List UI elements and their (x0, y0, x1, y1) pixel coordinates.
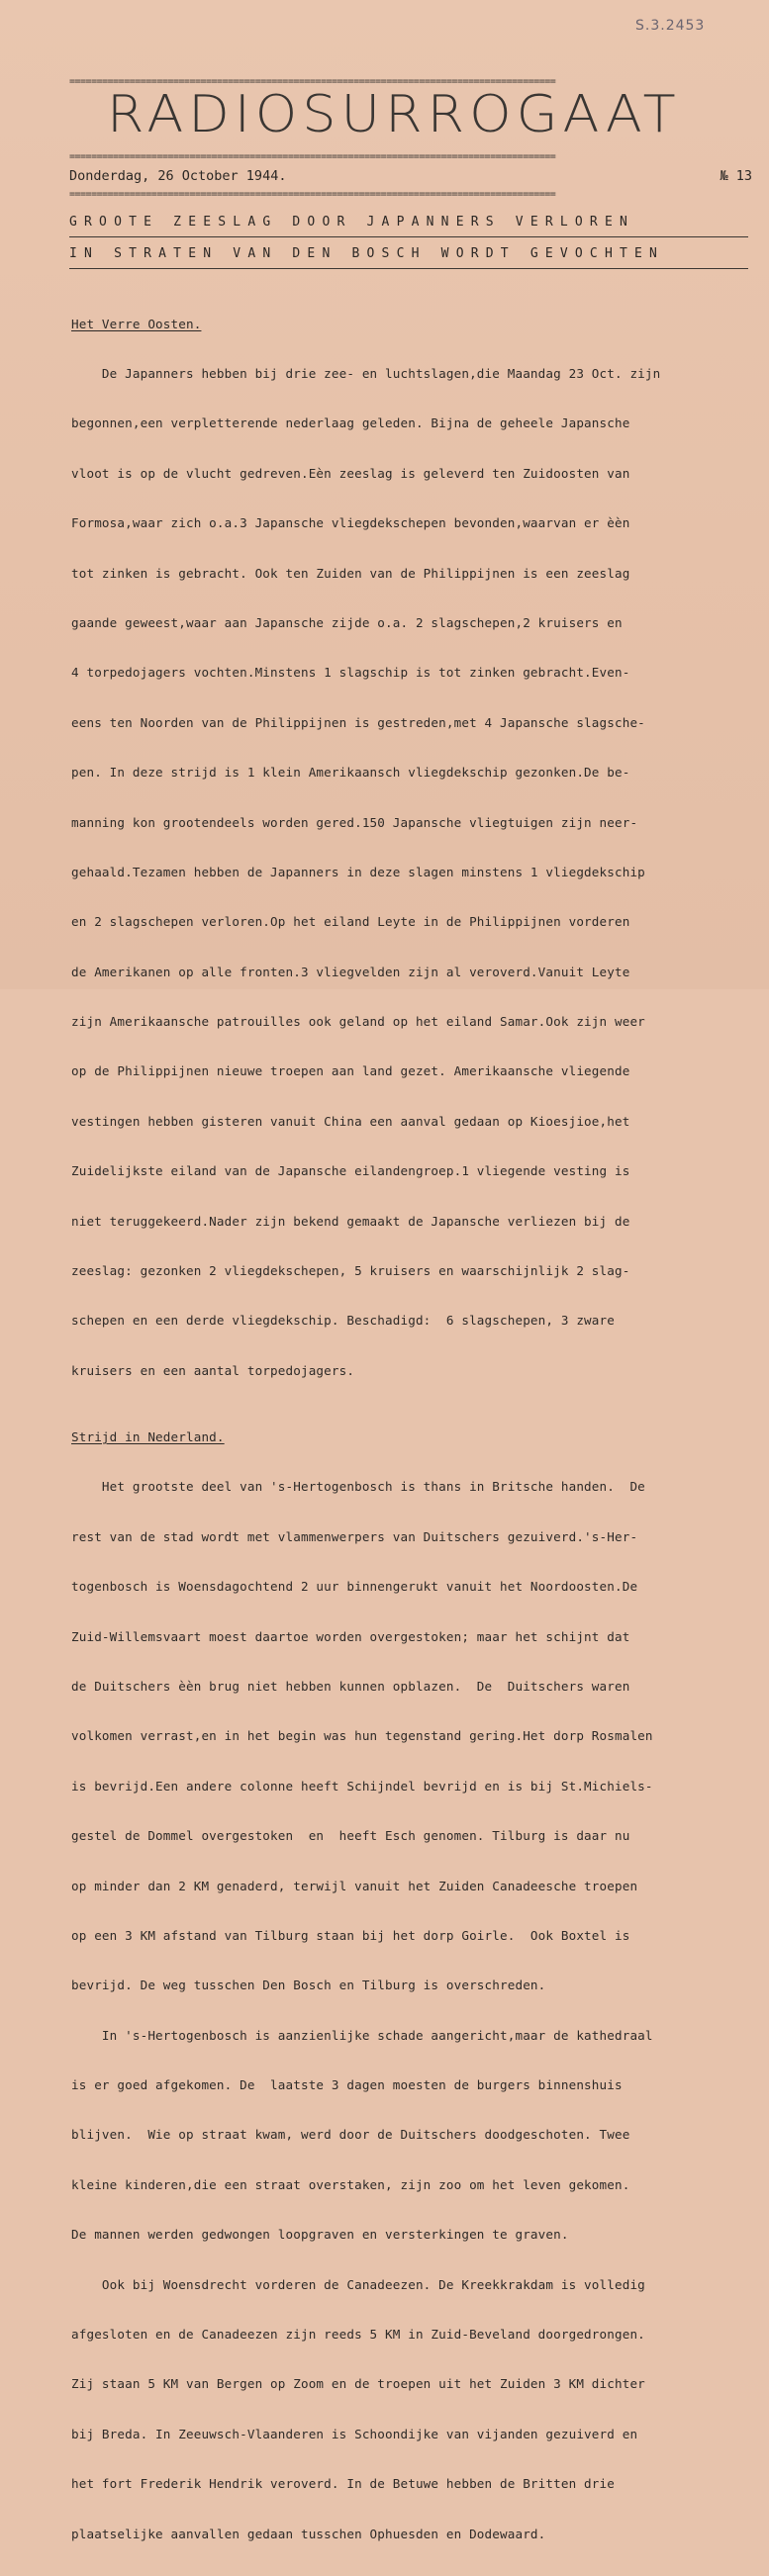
article-line: op minder dan 2 KM genaderd, terwijl vanuit het Zuiden Canadeesche troepen (71, 1878, 638, 1893)
article-line: Ook bij Woensdrecht vorderen de Canadeezen. De Kreekkrakdam is volledig (71, 2276, 645, 2292)
article-line: Het grootste deel van 's-Hertogenbosch is thans in Britsche handen. De (71, 1479, 645, 1495)
article-line: pen. In deze strijd is 1 klein Amerikaansch vliegdekschip gezonken.De be- (71, 765, 630, 781)
dateline-dash-rule: ========================================================================================= (69, 189, 556, 200)
article-line: eens ten Noorden van de Philippijnen is gestreden,met 4 Japansche slagsche- (71, 714, 645, 730)
article-line: De Japanners hebben bij drie zee- en luchtslagen,die Maandag 23 Oct. zijn (71, 365, 661, 381)
article-line: vestingen hebben gisteren vanuit China een aanval gedaan op Kioesjioe,het (71, 1113, 630, 1129)
article-line: schepen en een derde vliegdekschip. Beschadigd: 6 slagschepen, 3 zware (71, 1313, 615, 1329)
article-line: het fort Frederik Hendrik veroverd. In de Betuwe hebben de Britten drie (71, 2476, 615, 2492)
article-line: de Amerikanen op alle fronten.3 vliegvelden zijn al veroverd.Vanuit Leyte (71, 964, 630, 979)
issue-number: № 13 (720, 168, 752, 184)
article-line: de Duitschers èèn brug niet hebben kunnen opblazen. De Duitschers waren (71, 1678, 630, 1694)
article-line: is bevrijd.Een andere colonne heeft Schijndel bevrijd en is bij St.Michiels- (71, 1778, 653, 1794)
article-line: bevrijd. De weg tusschen Den Bosch en Tilburg is overschreden. (71, 1978, 546, 1993)
article-line: plaatselijke aanvallen gedaan tusschen Ophuesden en Dodewaard. (71, 2526, 546, 2541)
article-line: rest van de stad wordt met vlammenwerpers van Duitschers gezuiverd.'s-Her- (71, 1528, 638, 1544)
article-line: gaande geweest,waar aan Japansche zijde o.a. 2 slagschepen,2 kruisers en (71, 614, 623, 630)
article-line: De mannen werden gedwongen loopgraven en versterkingen te graven. (71, 2227, 569, 2243)
article-line: Zuid-Willemsvaart moest daartoe worden overgestoken; maar het schijnt dat (71, 1628, 630, 1644)
issue-dateline (69, 168, 752, 184)
article-line: blijven. Wie op straat kwam, werd door de Duitschers doodgeschoten. Twee (71, 2127, 630, 2143)
article-line: Zuidelijkste eiland van de Japansche eilandengroep.1 vliegende vesting is (71, 1163, 630, 1179)
article-line: 4 torpedojagers vochten.Minstens 1 slagschip is tot zinken gebracht.Even- (71, 665, 630, 681)
article-line: manning kon grootendeels worden gered.150 Japansche vliegtuigen zijn neer- (71, 814, 638, 830)
article-line: vloot is op de vlucht gedreven.Eèn zeeslag is geleverd ten Zuidoosten van (71, 465, 630, 481)
article-line: op de Philippijnen nieuwe troepen aan land gezet. Amerikaansche vliegende (71, 1063, 630, 1079)
article-line: gestel de Dommel overgestoken en heeft Esch genomen. Tilburg is daar nu (71, 1828, 630, 1844)
article-line: kleine kinderen,die een straat overstaken, zijn zoo om het leven gekomen. (71, 2176, 630, 2192)
archive-reference-mark: S.3.2453 (635, 18, 706, 34)
article-line: niet teruggekeerd.Nader zijn bekend gemaakt de Japansche verliezen bij de (71, 1213, 630, 1229)
article-line: kruisers en een aantal torpedojagers. (71, 1362, 355, 1378)
masthead-title: RADIOSURROGAAT (107, 84, 681, 144)
masthead-bottom-dash-rule: ========================================================================================= (69, 151, 556, 162)
article-line: gehaald.Tezamen hebben de Japanners in deze slagen minstens 1 vliegdekschip (71, 864, 645, 879)
headline-divider-rule (69, 236, 748, 237)
headline-den-bosch: IN STRATEN VAN DEN BOSCH WORDT GEVOCHTEN (69, 246, 665, 261)
article-line: tot zinken is gebracht. Ook ten Zuiden van de Philippijnen is een zeeslag (71, 565, 630, 581)
article-line: zijn Amerikaansche patrouilles ook geland op het eiland Samar.Ook zijn weer (71, 1014, 645, 1030)
masthead-top-dash-rule: ========================================================================================= (69, 76, 556, 87)
article-line: togenbosch is Woensdagochtend 2 uur binnengerukt vanuit het Noordoosten.De (71, 1579, 638, 1595)
article-line: op een 3 KM afstand van Tilburg staan bij het dorp Goirle. Ook Boxtel is (71, 1927, 630, 1943)
article-line: en 2 slagschepen verloren.Op het eiland Leyte in de Philippijnen vorderen (71, 914, 630, 930)
section-heading-netherlands: Strijd in Nederland. (71, 1428, 225, 1444)
headline-bottom-rule (69, 268, 748, 269)
article-line: bij Breda. In Zeeuwsch-Vlaanderen is Schoondijke van vijanden gezuiverd en (71, 2426, 638, 2441)
article-body (71, 283, 754, 2576)
article-line: is er goed afgekomen. De laatste 3 dagen moesten de burgers binnenshuis (71, 2077, 623, 2093)
article-line: afgesloten en de Canadeezen zijn reeds 5 KM in Zuid-Beveland doorgedrongen. (71, 2327, 645, 2343)
headline-naval-battle: GROOTE ZEESLAG DOOR JAPANNERS VERLOREN (69, 215, 635, 230)
article-line: Formosa,waar zich o.a.3 Japansche vliegdekschepen bevonden,waarvan er èèn (71, 515, 630, 531)
article-line: zeeslag: gezonken 2 vliegdekschepen, 5 kruisers en waarschijnlijk 2 slag- (71, 1263, 630, 1279)
article-line: begonnen,een verpletterende nederlaag geleden. Bijna de geheele Japansche (71, 415, 630, 431)
article-line: In 's-Hertogenbosch is aanzienlijke schade aangericht,maar de kathedraal (71, 2027, 653, 2043)
article-line: Zij staan 5 KM van Bergen op Zoom en de troepen uit het Zuiden 3 KM dichter (71, 2376, 645, 2392)
section-heading-far-east: Het Verre Oosten. (71, 316, 202, 331)
issue-date: Donderdag, 26 October 1944. (69, 168, 287, 184)
article-line: volkomen verrast,en in het begin was hun tegenstand gering.Het dorp Rosmalen (71, 1728, 653, 1744)
